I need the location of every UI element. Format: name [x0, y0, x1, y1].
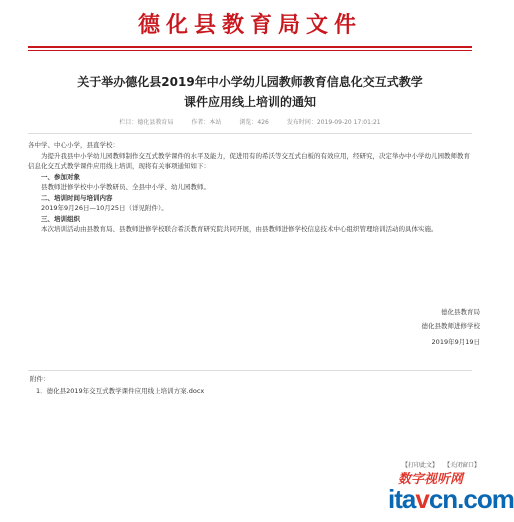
notice-title-line1: 关于举办德化县2019年中小学幼儿园教师教育信息化交互式教学	[77, 75, 423, 89]
notice-body	[28, 140, 472, 235]
watermark-cn: 数字视听网	[398, 472, 464, 487]
close-window-link[interactable]: 【关闭窗口】	[443, 462, 480, 469]
letterhead-red-rule-thin	[28, 50, 472, 51]
section-heading-schedule: 二、培训时间与培训内容	[41, 193, 113, 202]
salutation: 各中学、中心小学，县直学校：	[28, 141, 119, 149]
intro-paragraph: 为提升我县中小学幼儿园教师制作交互式教学课件的水平及能力，促进用有的希沃等交互式白板的有效应用，经研究，决定举办中小学幼儿园教师教育信息化交互式教学课件应用线上培训，现将有关事项通知如下：	[28, 151, 470, 170]
notice-title-line2: 课件应用线上培训的通知	[183, 95, 316, 109]
attachment-file-link[interactable]: 1．德化县2019年交互式教学课件应用线上培训方案.docx	[36, 387, 205, 395]
meta-author: 作者：本站	[191, 119, 222, 126]
attachment-label: 附件：	[30, 375, 50, 383]
attachment-divider	[28, 370, 472, 371]
signature-date: 2019年9月19日	[431, 338, 480, 346]
notice-title	[40, 72, 460, 112]
print-link[interactable]: 【打印此文】	[401, 462, 438, 469]
section-heading-participants: 一、参加对象	[41, 172, 80, 181]
watermark-en-pre: ita	[388, 484, 416, 514]
section-content-organization: 本次培训活动由县教育局、县教师进修学校联合希沃教育研究院共同开展，由县教师进修学校信息技术中心组织管理培训活动的具体实施。	[41, 225, 438, 233]
meta-time: 发布时间：2019-09-20 17:01:21	[286, 119, 381, 126]
section-heading-organization: 三、培训组织	[41, 214, 80, 223]
meta-views: 浏览：426	[239, 119, 269, 126]
section-content-participants: 县教师进修学校中小学教研员、全县中小学、幼儿园教师。	[41, 183, 210, 191]
meta-divider	[28, 133, 472, 134]
watermark-en-v: v	[415, 484, 429, 514]
letterhead-title: 德化县教育局文件	[137, 12, 362, 38]
signature-org1: 德化县教育局	[441, 308, 480, 316]
meta-bar	[40, 117, 460, 126]
watermark-en	[388, 484, 514, 515]
meta-column: 栏目：德化县教育局	[119, 119, 174, 126]
section-content-schedule: 2019年9月26日—10月25日（详见附件）。	[41, 204, 168, 212]
signature-org2: 德化县教师进修学校	[421, 322, 480, 330]
letterhead-red-rule	[28, 46, 472, 48]
watermark-en-post: cn.com	[428, 484, 514, 514]
